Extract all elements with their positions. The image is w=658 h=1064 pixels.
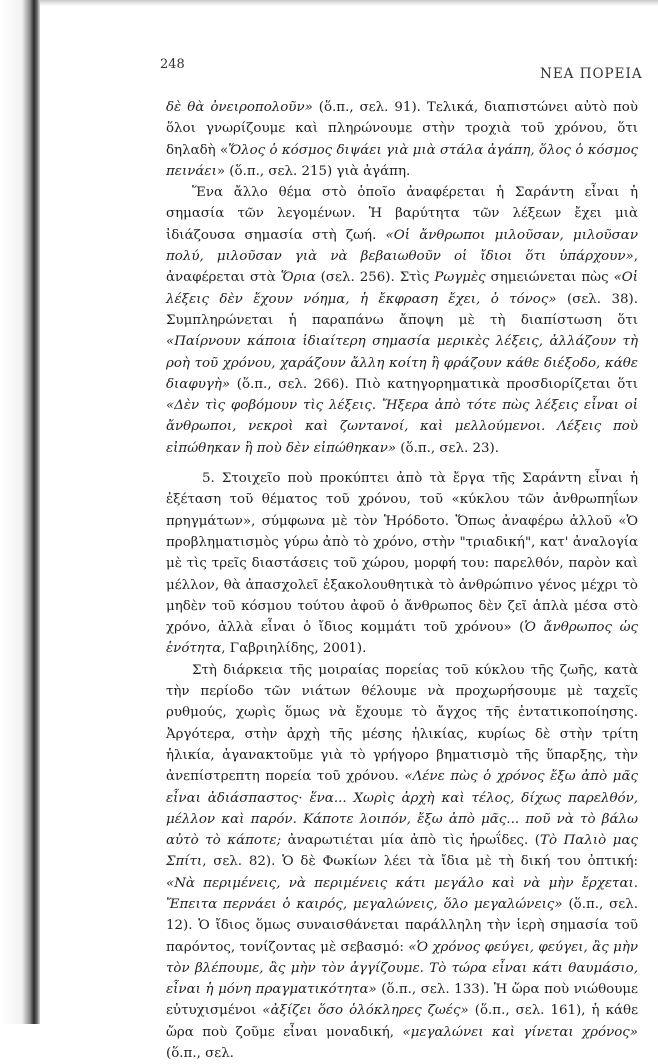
paragraph-1 bbox=[166, 97, 638, 182]
text-run: (σελ. 38). Συμπληρώνεται ἡ παραπάνω ἄποψη μὲ τὴ διαπίστωση ὅτι bbox=[166, 291, 638, 328]
running-head: ΝΕΑ ΠΟΡΕΙΑ bbox=[540, 66, 643, 82]
italic-quote-run: «Νὰ περιμένεις, νὰ περιμένεις κάτι μεγάλο καὶ νὰ μὴν ἔρχεται. Ἔπειτα περνάει ὁ καιρός, μεγαλώνεις, ὅλο μεγαλώνεις» bbox=[166, 875, 638, 912]
text-run: (ὅ.π., σελ. bbox=[166, 1046, 234, 1062]
text-run: , ἀναφέρεται στὰ bbox=[166, 249, 638, 286]
italic-quote-run: «μεγαλώνει καὶ γίνεται χρόνος» bbox=[402, 1024, 638, 1040]
text-run: (ὅ.π., σελ. 91). Τελικά, διαπιστώνει αὐτὸ ποὺ ὅλοι γνωρίζουμε καὶ πληρώνουμε στὴν τροχιὰ τοῦ χρόνου, ὅτι δηλαδὴ « bbox=[166, 100, 638, 158]
italic-quote-run: δὲ θὰ ὀνειροπολοῦν» bbox=[166, 100, 313, 115]
text-run: (ὅ.π., σελ. 266). Πιὸ κατηγορηματικὰ προσδιορίζεται ὅτι bbox=[230, 376, 638, 392]
scan-binding-edge bbox=[0, 0, 40, 1024]
italic-quote-run: «Οἱ ἄνθρωποι μιλοῦσαν, μιλοῦσαν πολύ, μιλοῦσαν γιὰ νὰ βεβαιωθοῦν οἱ ἴδιοι ὅτι ὑπάρχουν» bbox=[166, 227, 638, 265]
text-run: (ὅ.π., σελ. 133). Ἡ ὥρα ποὺ νιώθουμε εὐτυχισμένοι bbox=[166, 982, 638, 1019]
italic-quote-run: «Ὁ χρόνος φεύγει, φεύγει, ἂς μὴν τὸν βλέπουμε, ἂς μὴν τὸν ἀγγίζουμε. Τὸ τώρα εἶναι κάτι θαυμάσιο, εἶναι ἡ μόνη πραγματικότητα» bbox=[166, 939, 639, 998]
text-run: , σελ. 82). Ὁ δὲ Φωκίων λέει τὰ ἴδια μὲ τὴ δική του ὀπτική: bbox=[202, 854, 638, 870]
text-run: , Γαβριηλίδης, 2001). bbox=[221, 641, 367, 657]
section-gap bbox=[166, 459, 638, 468]
italic-quote-run: «Δὲν τὶς φοβόμουν τὶς λέξεις. Ἤξερα ἀπὸ τότε πὼς λέξεις εἶναι οἱ ἄνθρωποι, νεκροὶ καὶ ζωντανοί, καὶ μελλούμενοι. Λέξεις ποὺ εἰπώθηκαν ἢ ποὺ δὲν εἰπώθηκαν» bbox=[166, 398, 638, 456]
text-run: » (ὅ.π., σελ. 215) γιὰ ἀγάπη. bbox=[216, 163, 411, 179]
italic-quote-run: «Λένε πὼς ὁ χρόνος ἔξω ἀπὸ μᾶς εἶναι ἀδιάσπαστος· ἕνα... Χωρὶς ἀρχὴ καὶ τέλος, δίχως παρελθόν, μέλλον καὶ παρόν. Κάποτε λοιπόν, ἔξω ἀπὸ μᾶς... ποῦ νὰ τὸ βάλω αὐτὸ τὸ κάποτε; bbox=[166, 769, 638, 849]
text-run: 5. Στοιχεῖο ποὺ προκύπτει ἀπὸ τὰ ἔργα τῆς Σαράντη εἶναι ἡ ἐξέταση τοῦ θέματος τοῦ χρόνου, τοῦ «κύκλου τῶν ἀνθρωπηΐων πρηγμάτων», σύμφωνα μὲ τὸν Ἡρόδοτο. Ὅπως ἀναφέρω ἀλλοῦ «Ὁ προβληματισμὸς γύρω ἀπὸ τὸ χρόνο, στὴν "τριαδική", κατ' ἀναλογία μὲ τὶς τρεῖς διαστάσεις τοῦ χώρου, μορφή του: παρελθόν, παρὸν καὶ μέλλον, θὰ ἀπασχολεῖ ἐξακολουθητικὰ τὸ ἀνθρώπινο γένος μέχρι τὸ μηδὲν τοῦ κόσμου τούτου ἀφοῦ ὁ ἄνθρωπος δὲν ζεῖ ἁπλὰ μέσα στὸ χρόνο, ἀλλὰ εἶναι ὁ ἴδιος κομμάτι τοῦ χρόνου» ( bbox=[166, 471, 638, 636]
italic-quote-run: «ἀξίζει ὅσο ὁλόκληρες ζωές» bbox=[262, 1003, 469, 1019]
paragraph-2 bbox=[166, 182, 638, 459]
paragraph-3-section-5 bbox=[166, 468, 638, 660]
italic-quote-run: Ὅλος ὁ κόσμος διψάει γιὰ μιὰ στάλα ἀγάπη, ὅλος ὁ κόσμος πεινάει bbox=[166, 142, 638, 179]
text-run: (ὅ.π., σελ. 12). Ὁ ἴδιος ὅμως συναισθάνεται παράλληλη τὴν ἱερὴ σημασία τοῦ παρόντος, τονίζοντας μὲ σεβασμό: bbox=[166, 896, 638, 955]
page-number: 248 bbox=[160, 57, 185, 72]
italic-quote-run: Τὸ Παλιὸ μας Σπίτι bbox=[166, 833, 638, 870]
italic-quote-run: «Οἱ λέξεις δὲν ἔχουν νόημα, ἡ ἔκφραση ἔχει, ὁ τόνος» bbox=[166, 270, 638, 307]
text-run: (ὅ.π., σελ. 161), ἡ κάθε ὥρα ποὺ ζοῦμε εἶναι μοναδική, bbox=[166, 1003, 639, 1040]
italic-quote-run: Ὁ ἄνθρωπος ὡς ἑνότητα bbox=[166, 620, 638, 657]
body-text bbox=[166, 97, 638, 1064]
text-run: (σελ. 256). Στὶς bbox=[315, 270, 435, 286]
text-run: σημειώνεται πὼς bbox=[485, 270, 614, 286]
text-run: (ὅ.π., σελ. 23). bbox=[396, 440, 500, 456]
text-run: ἀναρωτιέται μία ἀπὸ τὶς ἡρωΐδες. ( bbox=[281, 833, 541, 849]
text-run: Ἕνα ἄλλο θέμα στὸ ὁποῖο ἀναφέρεται ἡ Σαράντη εἶναι ἡ σημασία τῶν λεγομένων. Ἡ βαρύτητα τῶν λέξεων ἔχει μιὰ ἰδιάζουσα σημασία στὴ ζωή. bbox=[166, 185, 638, 243]
italic-quote-run: «Παίρνουν κάποια ἰδιαίτερη σημασία μερικὲς λέξεις, ἀλλάζουν τὴ ροὴ τοῦ χρόνου, χαράζουν ἄλλη κοίτη ἢ φράζουν κάθε διέξοδο, κάθε διαφυγὴ» bbox=[166, 334, 638, 392]
italic-quote-run: Ὅρια bbox=[280, 270, 316, 286]
italic-quote-run: Ρωγμὲς bbox=[434, 270, 486, 286]
text-run: Στὴ διάρκεια τῆς μοιραίας πορείας τοῦ κύκλου τῆς ζωῆς, κατὰ τὴν περίοδο τῶν νιάτων θέλουμε νὰ προχωρήσουμε μὲ ταχεῖς ρυθμούς, χωρὶς ὅμως νὰ ἔχουμε τὸ ἄγχος τῆς ἐντατικοποίησης. Ἀργότερα, στὴν ἀρχὴ τῆς μέσης ἡλικίας, κυρίως δὲ στὴν τρίτη ἡλικία, ἀγανακτοῦμε γιὰ τὸ γρήγορο βηματισμὸ τῆς ὕπαρξης, τὴν ἀνεπίστρεπτη πορεία τοῦ χρόνου. bbox=[166, 662, 638, 785]
scan-top-edge bbox=[40, 0, 658, 6]
paragraph-4 bbox=[166, 660, 638, 1064]
